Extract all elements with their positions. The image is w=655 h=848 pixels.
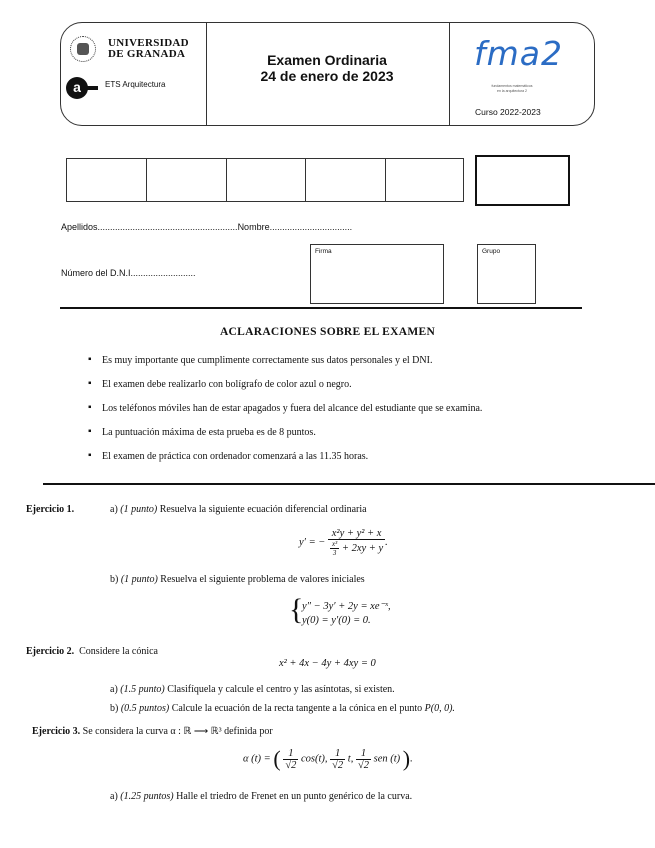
header-divider: [449, 23, 450, 125]
exercise-3-statement: Ejercicio 3. Se considera la curva α : ℝ ⟶ ℝ³ definida por: [32, 726, 273, 737]
section-divider: [43, 483, 655, 485]
instruction-item: ▪ El examen de práctica con ordenador comenzará a las 11.35 horas.: [90, 451, 368, 462]
exercise-1a-equation: y′ = − x²y + y² + x $\frac{\text{x³}}{3}$ + 2xy + y .: [299, 528, 388, 557]
exercise-1-label: Ejercicio 1.: [26, 504, 75, 515]
exercise-2-label: Ejercicio 2.: [26, 646, 75, 657]
exam-title: Examen Ordinaria 24 de enero de 2023: [207, 52, 447, 84]
instructions-title: ACLARACIONES SOBRE EL EXAMEN: [219, 326, 436, 338]
exercise-2a: a) (1.5 punto) Clasifíquela y calcule el centro y las asíntotas, si existen.: [110, 684, 395, 695]
group-box[interactable]: Grupo: [477, 244, 536, 304]
exercise-3-equation: α (t) = ( $\frac{1}{√2}$ cos(t), $\frac{1}{√2}$ t, $\frac{1}{√2}$ sen (t) ).: [243, 746, 413, 771]
instruction-item: ▪ Es muy importante que cumplimente correctamente sus datos personales y el DNI.: [90, 355, 432, 366]
instruction-item: ▪ La puntuación máxima de esta prueba es de 8 puntos.: [90, 427, 316, 438]
exercise-1a: a) (1 punto) Resuelva la siguiente ecuación diferencial ordinaria: [110, 504, 367, 515]
exercise-3-label: Ejercicio 3.: [32, 726, 81, 737]
school-name: ETS Arquitectura: [105, 80, 166, 89]
total-score-box[interactable]: [475, 155, 570, 206]
university-seal-icon: [70, 36, 96, 62]
grid-cell-divider: [385, 159, 386, 201]
left-brace: {: [289, 593, 304, 626]
exercise-2-statement: Ejercicio 2. Considere la cónica: [26, 646, 158, 657]
signature-box[interactable]: Firma: [310, 244, 444, 304]
university-name: UNIVERSIDAD DE GRANADA: [108, 37, 189, 60]
name-field[interactable]: Nombre: [237, 222, 270, 232]
exercise-1b-system: y″ − 3y′ + 2y = xe⁻ˣ, y(0) = y′(0) = 0.: [302, 601, 391, 626]
instruction-item: ▪ El examen debe realizarlo con bolígrafo de color azul o negro.: [90, 379, 352, 390]
exercise-1b: b) (1 punto) Resuelva el siguiente problema de valores iniciales: [110, 574, 365, 585]
exercise-2b: b) (0.5 puntos) Calcule la ecuación de la recta tangente a la cónica en el punto P(0, 0).: [110, 703, 455, 714]
grid-cell-divider: [146, 159, 147, 201]
ets-logo-bar: [84, 86, 98, 90]
course-logo-subtitle: fundamentos matemáticos en la arquitectura 2: [491, 84, 533, 93]
dni-field[interactable]: Número del D.N.I..........................: [61, 268, 196, 278]
ets-logo-icon: a: [66, 77, 88, 99]
grid-cell-divider: [305, 159, 306, 201]
section-divider: [60, 307, 582, 309]
grid-cell-divider: [226, 159, 227, 201]
course-logo: fma2: [474, 34, 563, 73]
score-grid[interactable]: [66, 158, 464, 202]
surname-field[interactable]: Apellidos........................................................Nombre.................................: [61, 222, 353, 232]
exercise-2-equation: x² + 4x − 4y + 4xy = 0: [279, 658, 376, 669]
exam-date: 24 de enero de 2023: [260, 68, 394, 84]
academic-year: Curso 2022-2023: [475, 107, 541, 117]
instruction-item: ▪ Los teléfonos móviles han de estar apagados y fuera del alcance del estudiante que se examina.: [90, 403, 482, 414]
exercise-3a: a) (1.25 puntos) Halle el triedro de Frenet en un punto genérico de la curva.: [110, 791, 413, 802]
